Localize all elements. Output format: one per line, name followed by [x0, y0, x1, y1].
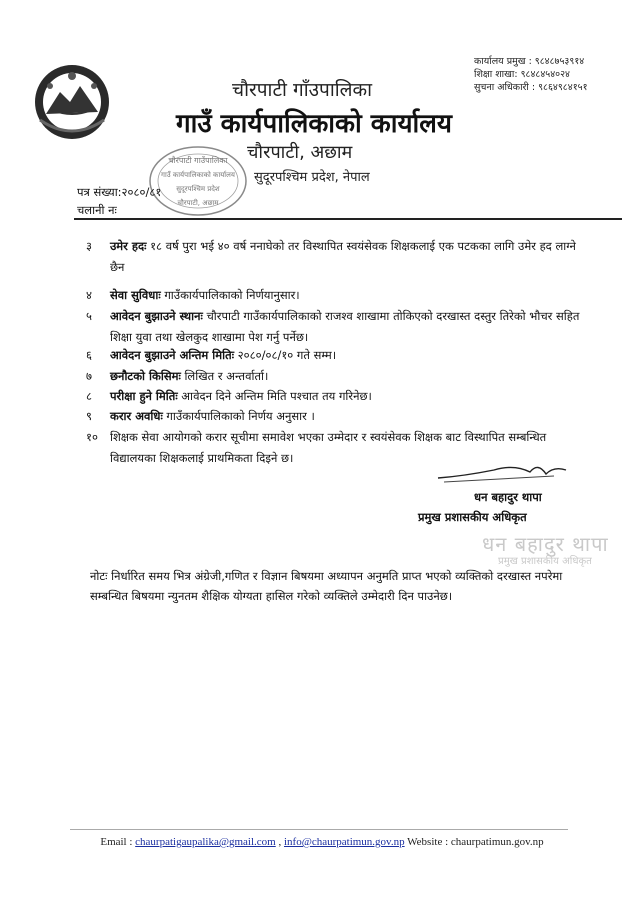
name-stamp: धन बहादुर थापा: [482, 532, 609, 556]
list-item: [86, 386, 586, 407]
list-item: [86, 306, 586, 348]
item-label: उमेर हदः: [110, 239, 147, 253]
item-text: शिक्षक सेवा आयोगको करार सूचीमा समावेश भएका उम्मेदार र स्वयंसेवक शिक्षक बाट विस्थापित सम्बन्धित विद्यालयका शिक्षकलाई प्राथमिकता दिइने छ।: [110, 430, 547, 465]
contact-line: कार्यालय प्रमुख : ९८४८७५३९१४: [474, 56, 585, 67]
item-number: ६: [86, 348, 92, 362]
contact-list: [474, 55, 588, 94]
footer-separator: ,: [275, 836, 284, 848]
signatory-name: धन बहादुर थापा: [474, 490, 542, 504]
notice-note: नोटः निर्धारित समय भित्र अंग्रेजी,गणित र विज्ञान बिषयमा अध्यापन अनुमति प्राप्त भएको व्यक्तिको दरखास्त नपरेमा सम्बन्धित बिषयमा न्युनतम शैक्षिक योग्यता हासिल गरेको व्यक्तिले उम्मेदारी दिन पाउनेछ।: [90, 569, 563, 603]
office-title: गाउँ कार्यपालिकाको कार्यालय: [176, 109, 452, 139]
item-text: लिखित र अन्तर्वार्ता।: [180, 369, 269, 383]
list-item: [86, 285, 586, 306]
signatory-title: प्रमुख प्रशासकीय अधिकृत: [418, 510, 527, 524]
footer-divider: [70, 829, 568, 830]
item-label: आवेदन बुझाउने स्थानः: [110, 309, 203, 323]
office-location: चौरपाटी, अछाम: [247, 142, 353, 163]
svg-text:सुदूरपश्चिम प्रदेश: सुदूरपश्चिम प्रदेश: [176, 185, 220, 193]
item-number: ५: [86, 309, 92, 323]
website-link[interactable]: chaurpatimun.gov.np: [450, 836, 544, 848]
item-number: ९: [86, 409, 92, 423]
contact-line: शिक्षा शाखा: ९८४८४५४०२४: [474, 69, 570, 80]
item-text: गाउँकार्यपालिकाको निर्णय अनुसार ।: [162, 409, 315, 423]
item-text: २०८०/०८/१० गते सम्म।: [234, 348, 337, 362]
item-text: १८ वर्ष पुरा भई ४० वर्ष ननाघेको तर विस्थापित स्वयंसेवक शिक्षकलाई एक पटकका लागि उमेर हद लाग्ने छैन: [110, 239, 576, 274]
list-item: [86, 236, 586, 278]
contact-line: सुचना अधिकारी : ९८६४९८४१५१: [474, 82, 588, 93]
email-link-2[interactable]: info@chaurpatimun.gov.np: [283, 836, 405, 848]
email-label: Email :: [100, 836, 136, 848]
item-text: चौरपाटी गाउँकार्यपालिकाको राजश्व शाखामा तोकिएको दरखास्त दस्तुर तिरेको भौचर सहित शिक्षा युवा तथा खेलकुद शाखामा पेश गर्नु पर्नेछ।: [110, 309, 580, 344]
office-stamp: [148, 145, 248, 217]
signature-scrawl: [434, 458, 570, 484]
government-emblem-icon: [32, 62, 112, 142]
item-label: सेवा सुविधाः: [110, 288, 161, 302]
item-number: ८: [86, 389, 92, 403]
item-label: आवेदन बुझाउने अन्तिम मितिः: [110, 348, 235, 362]
item-label: परीक्षा हुने मितिः: [110, 389, 178, 403]
item-label: छनौटको किसिमः: [110, 369, 181, 383]
website-label: Website :: [404, 836, 451, 848]
svg-text:गाउँ कार्यपालिकाको कार्यालय: गाउँ कार्यपालिकाको कार्यालय: [161, 171, 235, 179]
email-link-1[interactable]: chaurpatigaupalika@gmail.com: [135, 836, 276, 848]
reference-number: पत्र संख्या:२०८०/८१: [77, 185, 162, 199]
svg-text:चौरपाटी गाउँपालिका: चौरपाटी गाउँपालिका: [168, 156, 228, 165]
item-number: ७: [86, 369, 92, 383]
item-label: करार अवधिः: [110, 409, 163, 423]
item-text: गाउँकार्यपालिकाको निर्णयानुसार।: [160, 288, 300, 302]
item-number: ३: [86, 239, 92, 253]
list-item: [86, 345, 586, 366]
item-number: ४: [86, 288, 92, 302]
title-stamp: प्रमुख प्रशासकीय अधिकृत: [498, 556, 592, 567]
list-item: [86, 406, 586, 427]
footer: [72, 836, 572, 848]
header-divider: [74, 218, 622, 220]
item-number: १०: [86, 430, 98, 444]
office-province: सुदूरपश्चिम प्रदेश, नेपाल: [254, 170, 370, 185]
municipality-name: चौरपाटी गाँउपालिका: [232, 79, 373, 101]
dispatch-number: चलानी नः: [77, 203, 117, 217]
list-item: [86, 366, 586, 387]
item-text: आवेदन दिने अन्तिम मिति पश्चात तय गरिनेछ।: [177, 389, 372, 403]
svg-text:चौरपाटी, अछाम: चौरपाटी, अछाम: [177, 199, 219, 207]
